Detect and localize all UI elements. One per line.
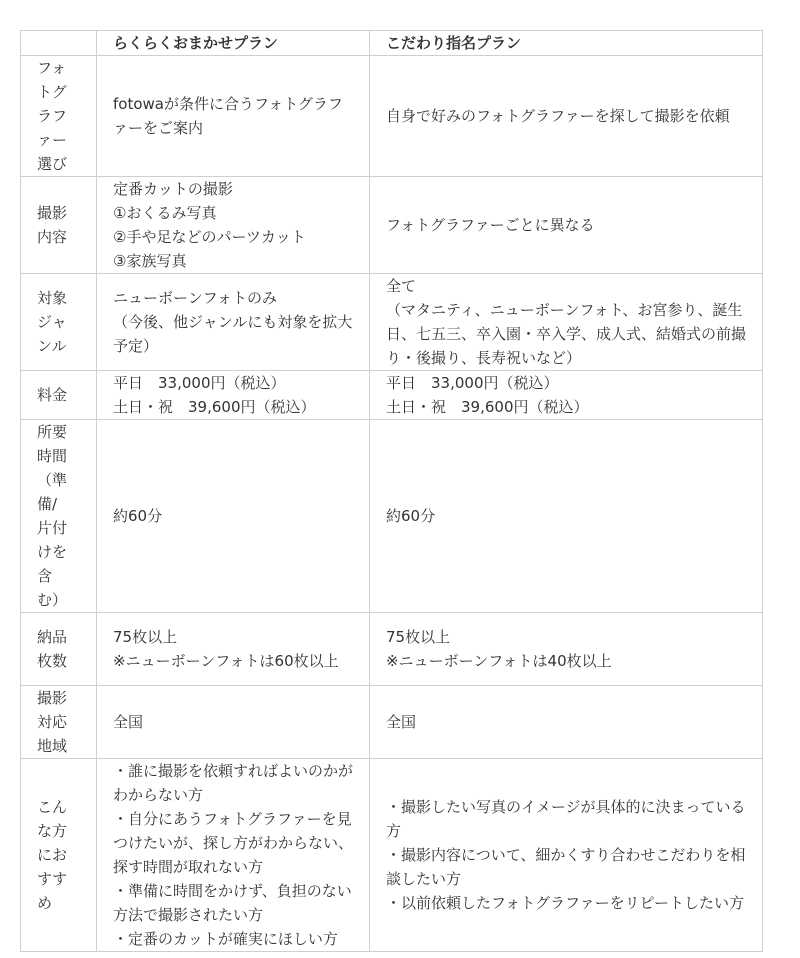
plan-comparison-table xyxy=(20,30,763,952)
rakuraku-plan-cell xyxy=(97,420,370,613)
row-label-cell xyxy=(21,613,97,686)
kodawari-plan-cell xyxy=(370,56,763,177)
cell-text-line: ・撮影内容について、細かくすり合わせこだわりを相談したい方 xyxy=(386,846,746,888)
cell-text-line: ・誰に撮影を依頼すればよいのかがわからない方 xyxy=(113,762,354,804)
cell-text-line: ※ニューボーンフォトは60枚以上 xyxy=(113,652,339,670)
cell-text-line: 全国 xyxy=(113,713,144,731)
row-label: こんな方におすすめ xyxy=(37,798,68,912)
cell-text-line: ・撮影したい写真のイメージが具体的に決まっている方 xyxy=(386,798,746,840)
cell-text-line: 約60分 xyxy=(113,507,163,525)
kodawari-plan-cell xyxy=(370,177,763,274)
row-label-cell xyxy=(21,371,97,420)
row-label: 料金 xyxy=(37,386,68,404)
kodawari-plan-cell xyxy=(370,420,763,613)
cell-text-line: ・定番のカットが確実にほしい方 xyxy=(113,930,338,948)
cell-text-line: 全て xyxy=(386,277,417,295)
header-corner-cell xyxy=(21,31,97,56)
table-row xyxy=(21,686,763,759)
kodawari-plan-cell xyxy=(370,686,763,759)
cell-text-line: （マタニティ、ニューボーンフォト、お宮参り、誕生日、七五三、卒入園・卒入学、成人式、結婚式の前撮り・後撮り、長寿祝いなど） xyxy=(386,301,747,367)
cell-text-line: ①おくるみ写真 xyxy=(113,204,217,222)
table-row xyxy=(21,177,763,274)
row-label: フォトグラファー選び xyxy=(37,59,68,173)
row-label: 撮影対応地域 xyxy=(37,689,68,755)
row-label-cell xyxy=(21,177,97,274)
kodawari-plan-cell xyxy=(370,759,763,952)
row-label-cell xyxy=(21,686,97,759)
row-label-cell xyxy=(21,420,97,613)
cell-text-line: 平日 33,000円（税込） xyxy=(113,374,286,392)
cell-text-line: ※ニューボーンフォトは40枚以上 xyxy=(386,652,612,670)
cell-text-line: 全国 xyxy=(386,713,417,731)
cell-text-line: ニューボーンフォトのみ xyxy=(113,289,277,307)
header-kodawari-plan: こだわり指名プラン xyxy=(370,31,763,56)
rakuraku-plan-cell xyxy=(97,56,370,177)
cell-text-line: ③家族写真 xyxy=(113,252,187,270)
cell-text-line: （今後、他ジャンルにも対象を拡大予定） xyxy=(113,313,353,355)
cell-text-line: 定番カットの撮影 xyxy=(113,180,233,198)
row-label: 所要時間（準備/片付けを含む） xyxy=(37,423,68,609)
table-row xyxy=(21,274,763,371)
cell-text-line: ・自分にあうフォトグラファーを見つけたいが、探し方がわからない、探す時間が取れない方 xyxy=(113,810,354,876)
row-label: 納品枚数 xyxy=(37,628,68,670)
cell-text-line: 75枚以上 xyxy=(113,628,178,646)
rakuraku-plan-cell xyxy=(97,177,370,274)
table-header-row xyxy=(21,31,763,56)
kodawari-plan-cell xyxy=(370,371,763,420)
row-label-cell xyxy=(21,759,97,952)
row-label: 撮影内容 xyxy=(37,204,68,246)
cell-text-line: ・以前依頼したフォトグラファーをリピートしたい方 xyxy=(386,894,745,912)
cell-text-line: 自身で好みのフォトグラファーを探して撮影を依頼 xyxy=(386,107,730,125)
rakuraku-plan-cell xyxy=(97,274,370,371)
table-row xyxy=(21,56,763,177)
cell-text-line: 約60分 xyxy=(386,507,436,525)
row-label-cell xyxy=(21,274,97,371)
cell-text-line: ・準備に時間をかけず、負担のない方法で撮影されたい方 xyxy=(113,882,352,924)
cell-text-line: フォトグラファーごとに異なる xyxy=(386,216,595,234)
table-row xyxy=(21,613,763,686)
table-row xyxy=(21,420,763,613)
rakuraku-plan-cell xyxy=(97,686,370,759)
row-label: 対象ジャンル xyxy=(37,289,68,355)
kodawari-plan-cell xyxy=(370,274,763,371)
cell-text-line: 75枚以上 xyxy=(386,628,451,646)
table-row xyxy=(21,759,763,952)
cell-text-line: 土日・祝 39,600円（税込） xyxy=(386,398,589,416)
kodawari-plan-cell xyxy=(370,613,763,686)
rakuraku-plan-cell xyxy=(97,759,370,952)
cell-text-line: ②手や足などのパーツカット xyxy=(113,228,306,246)
cell-text-line: fotowaが条件に合うフォトグラファーをご案内 xyxy=(113,95,343,137)
table-row xyxy=(21,371,763,420)
rakuraku-plan-cell xyxy=(97,613,370,686)
header-rakuraku-plan: らくらくおまかせプラン xyxy=(97,31,370,56)
rakuraku-plan-cell xyxy=(97,371,370,420)
cell-text-line: 土日・祝 39,600円（税込） xyxy=(113,398,316,416)
row-label-cell xyxy=(21,56,97,177)
cell-text-line: 平日 33,000円（税込） xyxy=(386,374,559,392)
